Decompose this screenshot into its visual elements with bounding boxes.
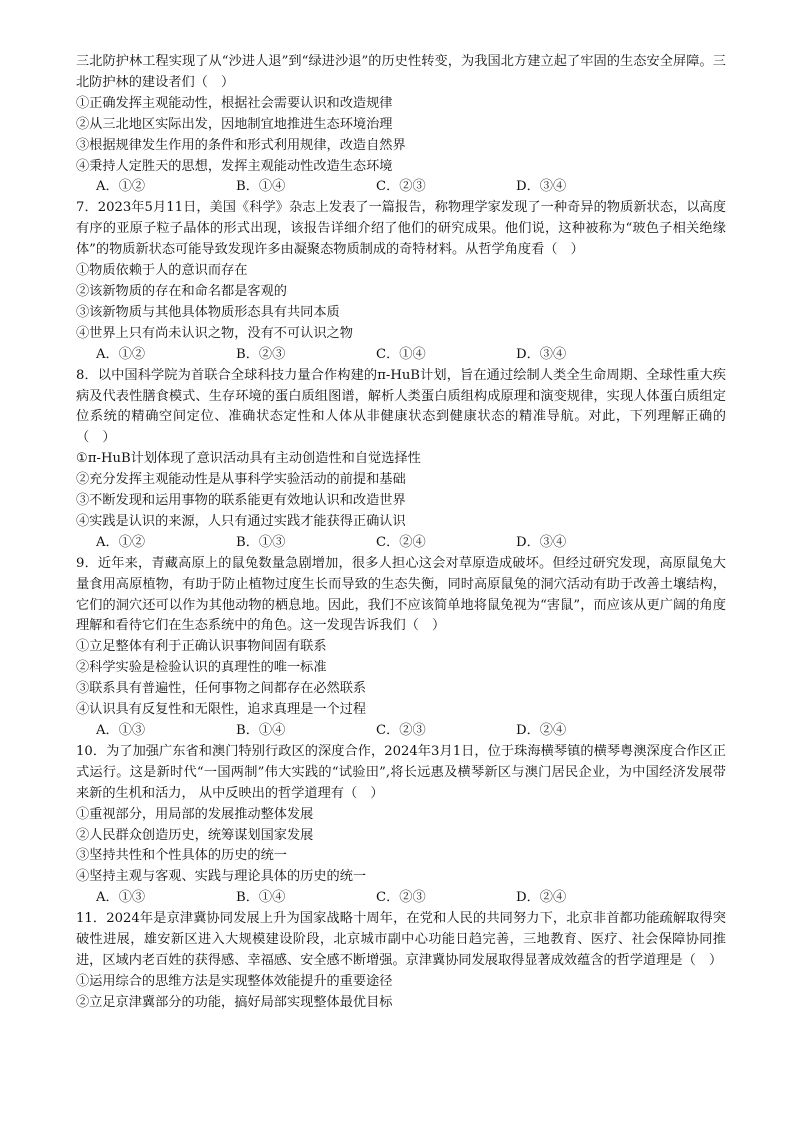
question-stem: 9．近年来，青藏高原上的鼠兔数量急剧增加，很多人担心这会对草原造成破坏。但经过研究发现，高原鼠兔大量食用高原植物，有助于防止植物过度生长而导致的生态失衡，同时高原鼠兔的洞穴活动有助于改善土壤结构，它们的洞穴还可以作为其他动物的栖息地。因此，我们不应该简单地将鼠兔视为“害鼠”，而应该从更广阔的角度理解和看待它们在生态系统中的角色。这一发现告诉我们（ ）	[76, 555, 726, 634]
statement: ④认识具有反复性和无限性，追求真理是一个过程	[76, 702, 367, 718]
question-6	[76, 52, 726, 198]
question-9	[76, 554, 726, 742]
option-b: B．①④	[236, 890, 286, 906]
answer-options	[76, 177, 726, 198]
answer-options	[76, 345, 726, 366]
statement: ④坚持主观与客观、实践与理论具体的历史的统一	[76, 869, 367, 885]
statement: ④实践是认识的来源，人只有通过实践才能获得正确认识	[76, 513, 406, 529]
option-c: C．②③	[376, 723, 426, 738]
option-c: C．②③	[376, 179, 426, 195]
statement: ①运用综合的思维方法是实现整体效能提升的重要途径	[76, 973, 393, 989]
statement: ④世界上只有尚未认识之物，没有不可认识之物	[76, 325, 353, 341]
statement: ④秉持人定胜天的思想，发挥主观能动性改造生态环境	[76, 158, 393, 174]
answer-options	[76, 533, 726, 554]
answer-options	[76, 721, 726, 742]
statement: ③根据规律发生作用的条件和形式利用规律，改造自然界	[76, 137, 406, 153]
statement: ②科学实验是检验认识的真理性的唯一标准	[76, 660, 327, 676]
question-stem: 7．2023年5月11日，美国《科学》杂志上发表了一篇报告，称物理学家发现了一种奇异的物质新状态，以高度有序的亚原子粒子晶体的形式出现，该报告详细介绍了他们的研究成果。他们说，这种被称为“玻色子相关绝缘体”的物质新状态可能导致发现许多由凝聚态物质制成的奇特材料。从哲学角度看（ ）	[76, 200, 726, 258]
option-d: D．③④	[516, 534, 567, 550]
statement: ①物质依赖于人的意识而存在	[76, 263, 248, 279]
option-b: B．①④	[236, 723, 286, 738]
statement: ③该新物质与其他具体物质形态具有共同本质	[76, 304, 340, 320]
option-a: A．①②	[96, 534, 146, 550]
option-a: A．①③	[96, 890, 146, 906]
statement: ③坚持共性和个性具体的历史的统一	[76, 848, 287, 864]
statement: ②人民群众创造历史，统筹谋划国家发展	[76, 827, 314, 843]
statement: ①立足整体有利于正确认识事物间固有联系	[76, 639, 327, 655]
option-c: C．②④	[376, 534, 426, 550]
statement: ②充分发挥主观能动性是从事科学实验活动的前提和基础	[76, 472, 406, 488]
statement: ①正确发挥主观能动性，根据社会需要认识和改造规律	[76, 95, 393, 111]
question-stem: 8．以中国科学院为首联合全球科技力量合作构建的π-HuB计划，旨在通过绘制人类全生命周期、全球性重大疾病及代表性膳食模式、生存环境的蛋白质组图谱，解析人类蛋白质组构成原理和演变规律，实现人体蛋白质组定位系统的精确空间定位、准确状态定性和人体从非健康状态到健康状态的精准导航。对此，下列理解正确的（ ）	[76, 367, 726, 446]
statement: ③联系具有普遍性，任何事物之间都存在必然联系	[76, 681, 367, 697]
question-stem: 10．为了加强广东省和澳门特别行政区的深度合作，2024年3月1日，位于珠海横琴镇的横琴粤澳深度合作区正式运行。这是新时代“一国两制”伟大实践的“试验田”,将长远惠及横琴新区与澳门居民企业，为中国经济发展带来新的生机和活力， 从中反映出的哲学道理有（ ）	[76, 743, 726, 801]
answer-options	[76, 888, 726, 909]
exam-page	[76, 52, 726, 1014]
question-stem: 11．2024年是京津冀协同发展上升为国家战略十周年，在党和人民的共同努力下，北京非首都功能疏解取得突破性进展，雄安新区进入大规模建设阶段，北京城市副中心功能日趋完善，三地教育、医疗、社会保障协同推进，区域内老百姓的获得感、幸福感、安全感不断增强。京津冀协同发展取得显著成效蕴含的哲学道理是（ ）	[76, 911, 726, 968]
statement: ③不断发现和运用事物的联系能更有效地认识和改造世界	[76, 493, 406, 509]
option-d: D．③④	[516, 346, 567, 362]
statement: ②该新物质的存在和命名都是客观的	[76, 283, 287, 299]
statement: ②从三北地区实际出发，因地制宜地推进生态环境治理	[76, 116, 393, 132]
option-a: A．①②	[96, 179, 146, 195]
option-c: C．②③	[376, 890, 426, 906]
option-b: B．①③	[236, 534, 286, 550]
question-7	[76, 198, 726, 365]
question-stem: 三北防护林工程实现了从“沙进人退”到“绿进沙退”的历史性转变，为我国北方建立起了牢固的生态安全屏障。三北防护林的建设者们（ ）	[76, 54, 726, 90]
option-b: B．②③	[236, 346, 286, 362]
statement: ①重视部分，用局部的发展推动整体发展	[76, 806, 314, 822]
statement: ①π-HuB计划体现了意识活动具有主动创造性和自觉选择性	[76, 451, 421, 467]
statement: ②立足京津冀部分的功能，搞好局部实现整体最优目标	[76, 994, 393, 1010]
question-10	[76, 742, 726, 909]
question-8	[76, 366, 726, 554]
option-a: A．①②	[96, 346, 146, 362]
option-b: B．①④	[236, 179, 286, 195]
option-d: D．②④	[516, 723, 567, 738]
option-d: D．②④	[516, 890, 567, 906]
option-c: C．①④	[376, 346, 426, 362]
question-11	[76, 909, 726, 1014]
option-a: A．①③	[96, 723, 146, 738]
option-d: D．③④	[516, 179, 567, 195]
